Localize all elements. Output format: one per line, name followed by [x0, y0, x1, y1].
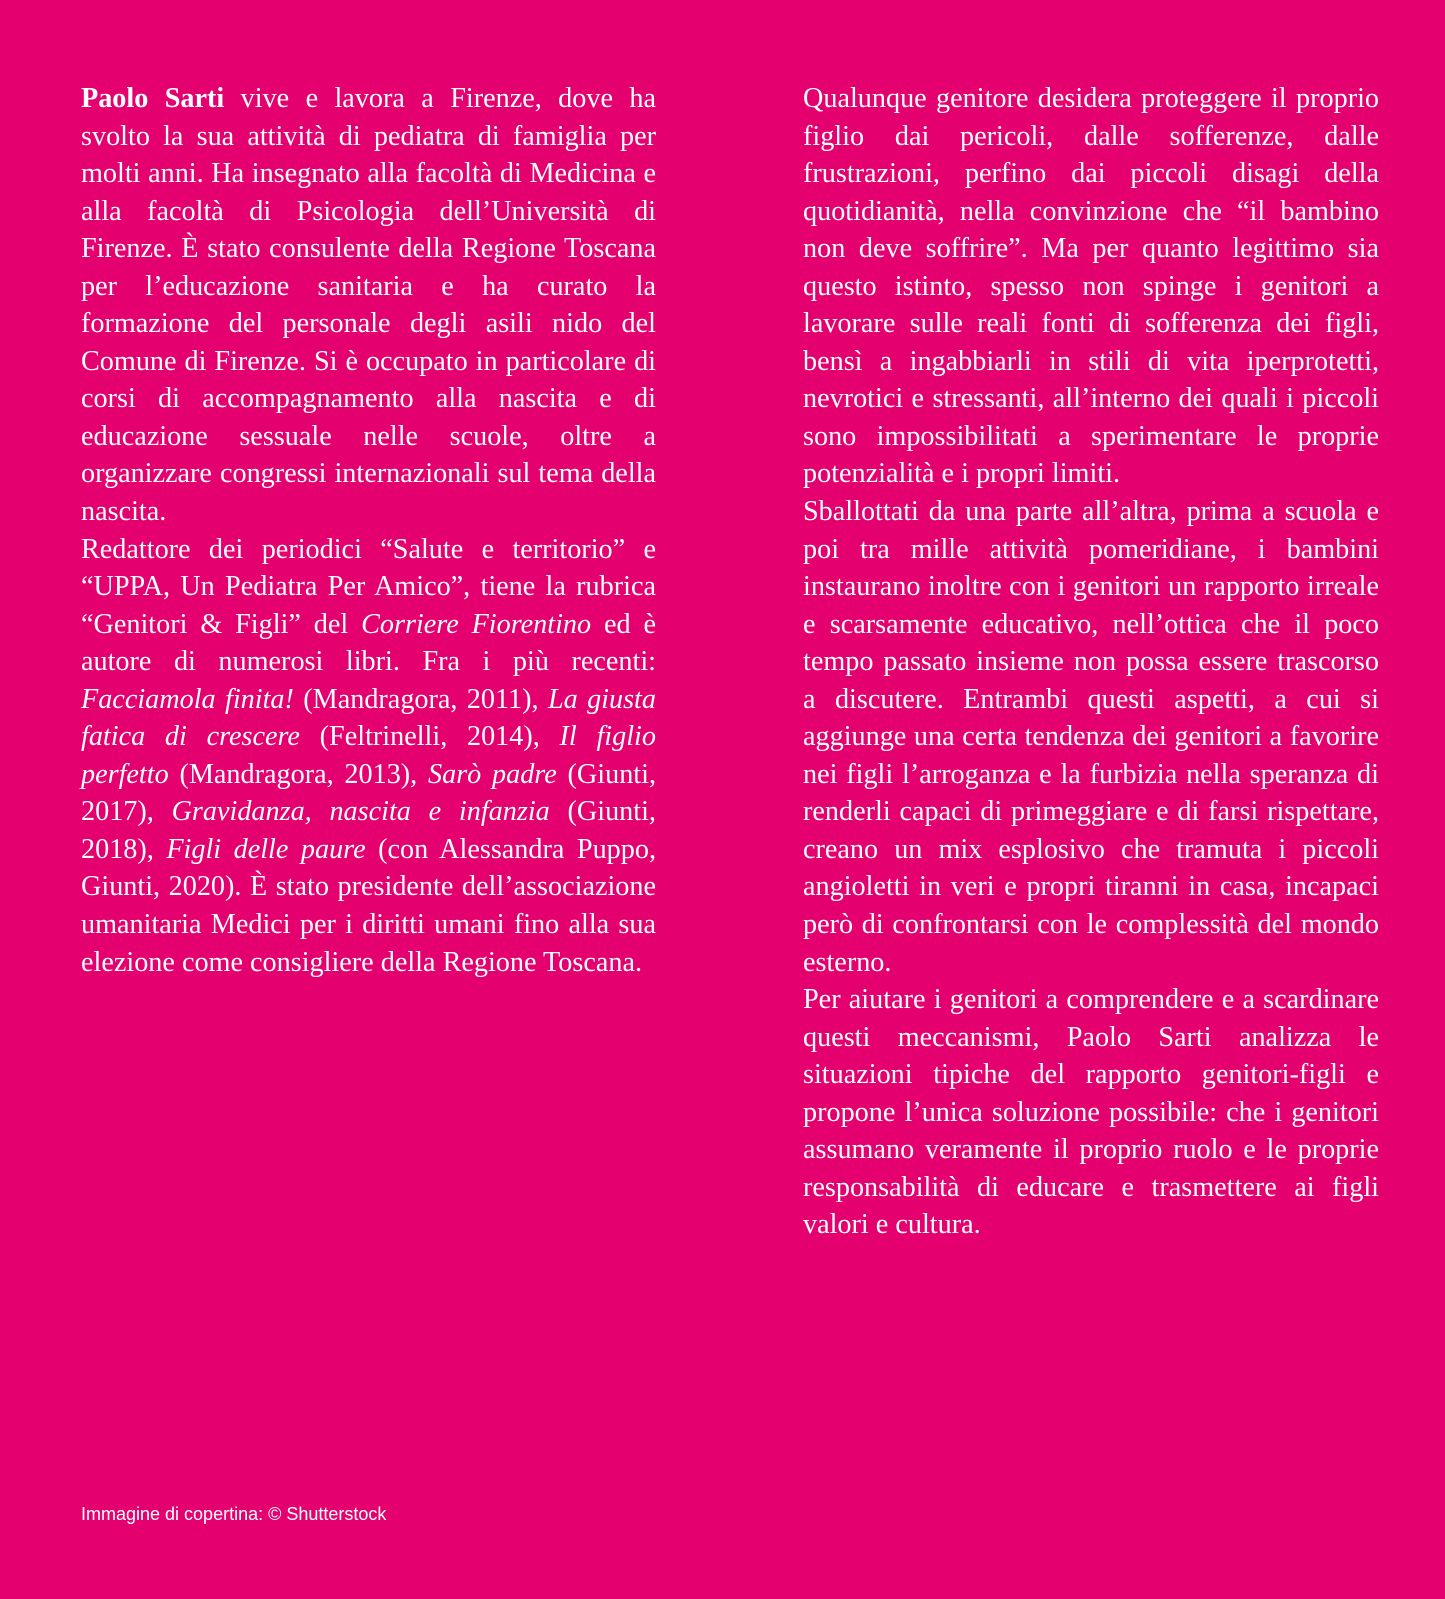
bio-text: (Mandragora, 2013), — [168, 758, 428, 790]
bio-text: (con Alessandra Puppo, Giunti, 2020). È stato presidente dell’associazione umanitaria Medici per i diritti umani fino alla sua elezione come consigliere della Regione Toscana. — [81, 833, 656, 978]
description-paragraph-3: Per aiutare i genitori a comprendere e a scardinare questi meccanismi, Paolo Sarti analizza le situazioni tipiche del rapporto genitori-figli e propone l’unica soluzione possibile: che i genitori assumano veramente il proprio ruolo e le proprie responsabilità di educare e trasmettere ai figli valori e cultura. — [803, 984, 1379, 1241]
author-name: Paolo Sarti — [81, 83, 225, 114]
bio-text: (Feltrinelli, 2014), — [299, 721, 560, 753]
book-title: Figli delle paure — [166, 833, 366, 865]
bio-text: vive e lavora a Firenze, dove ha svolto la sua attività di pediatra di famiglia per molti anni. Ha insegnato alla facoltà di Medicina e alla facoltà di Psicologia dell’Università di Firenze. È stato consulente della Regione Toscana per l’educazione sanitaria e ha curato la formazione del personale degli asili nido del Comune di Firenze. Si è occupato in particolare di corsi di accompagnamento alla nascita e di educazione sessuale nelle scuole, oltre a organizzare congressi internazionali sul tema della nascita. — [81, 83, 656, 528]
bio-text: (Mandragora, 2011), — [293, 683, 548, 715]
book-description — [803, 80, 1379, 1244]
bio-text: ed è autore di numerosi libri. Fra i più recenti: — [81, 608, 656, 678]
cover-image-credit: Immagine di copertina: © Shutterstock — [81, 1504, 387, 1524]
book-title: La giusta fatica di crescere — [81, 683, 656, 753]
bio-text: (Giunti, 2017), — [81, 758, 656, 828]
description-paragraph-1: Qualunque genitore desidera proteggere il proprio figlio dai pericoli, dalle sofferenze, dalle frustrazioni, perfino dai piccoli disagi della quotidianità, nella convinzione che “il bambino non deve soffrire”. Ma per quanto legittimo sia questo istinto, spesso non spinge i genitori a lavorare sulle reali fonti di sofferenza dei figli, bensì a ingabbiarli in stili di vita iperprotetti, nevrotici e stressanti, all’interno dei quali i piccoli sono impossibilitati a sperimentare le proprie potenzialità e i propri limiti. — [803, 83, 1379, 490]
bio-text: (Giunti, 2018), — [81, 796, 656, 865]
bio-paragraph-2 — [81, 531, 656, 982]
book-title: Gravidanza, nascita e infanzia — [171, 796, 550, 828]
bio-paragraph-1 — [81, 80, 656, 531]
description-paragraph-2: Sballottati da una parte all’altra, prima a scuola e poi tra mille attività pomeridiane, i bambini instaurano inoltre con i genitori un rapporto irreale e scarsamente educativo, nell’ottica che il poco tempo passato insieme non possa essere trascorso a discutere. Entrambi questi aspetti, a cui si aggiunge una certa tendenza dei genitori a favorire nei figli l’arroganza e la furbizia nella speranza di renderli capaci di primeggiare e di farsi rispettare, creano un mix esplosivo che tramuta i piccoli angioletti in veri e propri tiranni in casa, incapaci però di confrontarsi con le complessità del mondo esterno. — [803, 496, 1379, 978]
publication-title: Corriere Fiorentino — [361, 608, 592, 640]
book-title: Facciamola finita! — [81, 683, 294, 715]
bio-text: Redattore dei periodici “Salute e territorio” e “UPPA, Un Pediatra Per Amico”, tiene la rubrica “Genitori & Figli” del — [81, 533, 656, 640]
author-bio — [81, 80, 656, 981]
book-title: Sarò padre — [428, 758, 557, 790]
book-title: Il figlio perfetto — [81, 721, 656, 790]
